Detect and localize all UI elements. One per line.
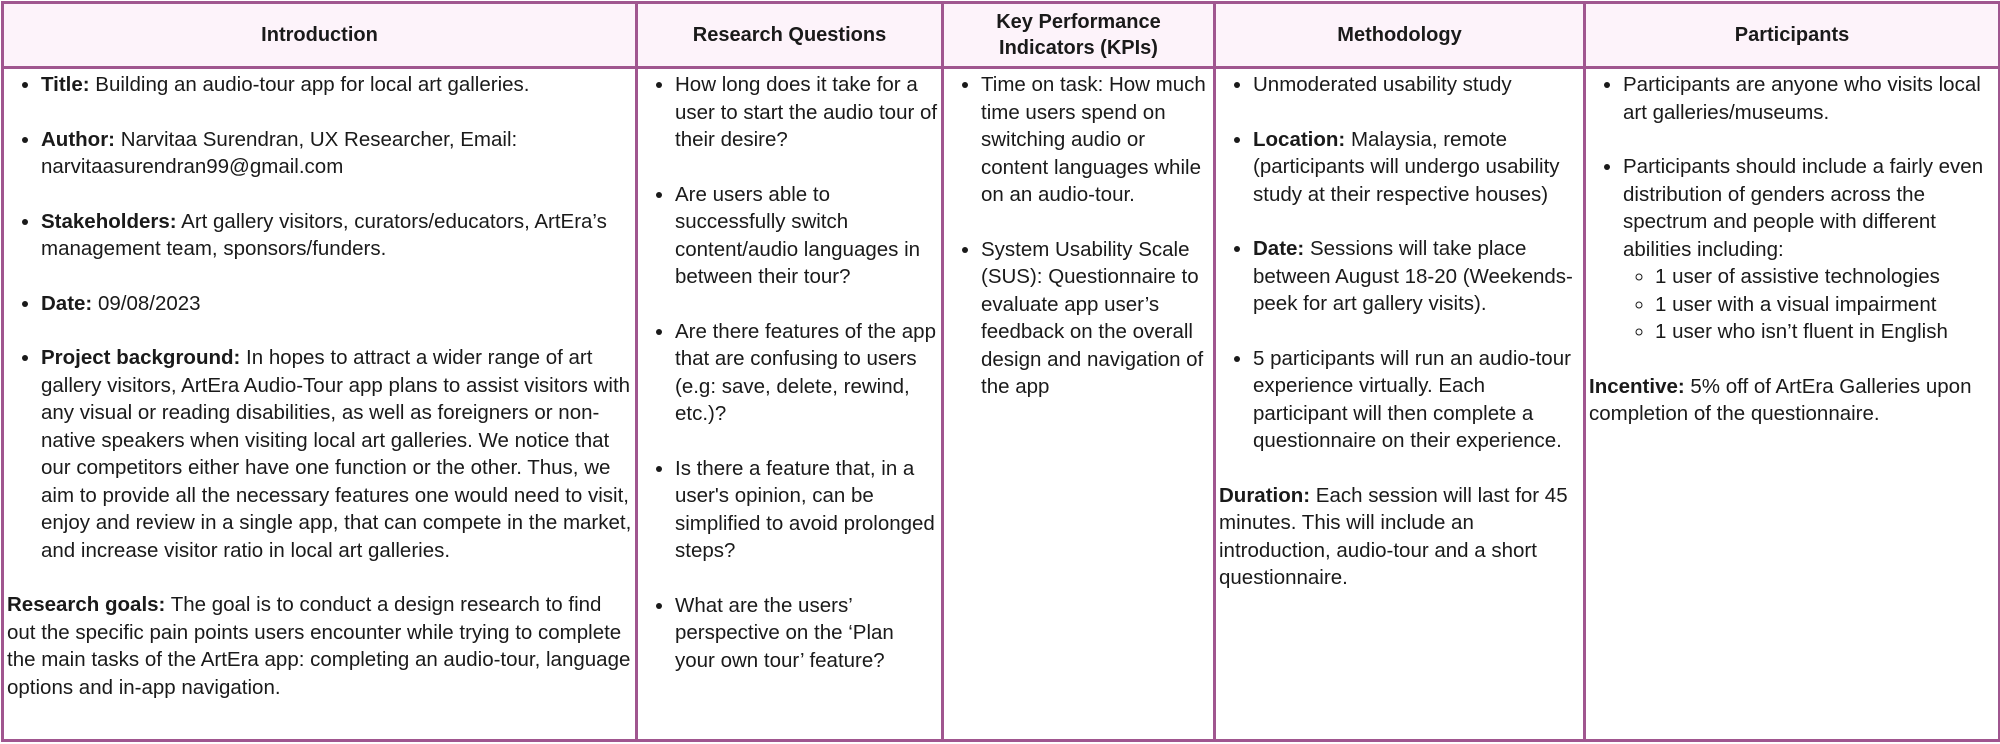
intro-stakeholders-item: [41, 208, 632, 263]
incentive-text: 5% off of ArtEra Galleries upon completion of the questionnaire.: [1589, 374, 1972, 425]
duration-label: Duration:: [1219, 483, 1311, 507]
participants-cell: [1585, 68, 2000, 741]
header-kpis: Key Performance Indicators (KPIs): [943, 3, 1215, 68]
item-text: 09/08/2023: [92, 291, 201, 315]
introduction-list: [7, 71, 632, 564]
item-label: Date:: [1253, 237, 1305, 260]
methodology-list: [1219, 71, 1580, 455]
intro-background-item: [41, 344, 632, 564]
kpi-item: • Time on task: How much time users spend on switching audio or content languages while on an audio-tour.: [981, 71, 1210, 209]
item-text: In hopes to attract a wider range of art gallery visitors, ArtEra Audio-Tour app plans to assist visitors with any visual or reading disabilities, as well as foreigners or non-native speakers when visiting local art galleries. We notice that our competitors either have one function or the other. Thus, we aim to provide all the necessary features one would need to visit, enjoy and review in a single app, that can compete in the market, and increase visitor ratio in local art galleries.: [41, 346, 632, 562]
participant-item: • Participants are anyone who visits local art galleries/museums.: [1623, 71, 1995, 126]
abilities-subitem: ◦ 1 user who isn’t fluent in English: [1655, 318, 1995, 346]
item-text: Malaysia, remote (participants will undergo usability study at their respective houses): [1253, 127, 1560, 206]
method-date-item: [1253, 235, 1580, 318]
item-text: Participants should include a fairly even distribution of genders across the spectrum and people with different abilities including:: [1623, 155, 1984, 261]
intro-author-item: [41, 126, 632, 181]
header-row: [3, 3, 2000, 68]
participants-list: [1589, 71, 1995, 346]
research-question-item: • Are there features of the app that are confusing to users (e.g: save, delete, rewind, etc.)?: [675, 318, 938, 428]
abilities-subitem: ◦ 1 user with a visual impairment: [1655, 291, 1995, 319]
research-questions-cell: [637, 68, 943, 741]
participants-incentive: [1589, 373, 1995, 428]
methodology-duration: [1219, 482, 1580, 592]
content-row: [3, 68, 2000, 741]
item-text: 5 participants will run an audio-tour experience virtually. Each participant will then complete a questionnaire on their experience.: [1253, 346, 1571, 452]
research-goals: [7, 591, 632, 701]
intro-title-item: [41, 71, 632, 99]
item-text: Art gallery visitors, curators/educators, ArtEra’s management team, sponsors/funders.: [41, 209, 607, 260]
header-research-questions: Research Questions: [637, 3, 943, 68]
intro-date-item: [41, 290, 632, 318]
method-participants-item: [1253, 345, 1580, 455]
header-methodology: Methodology: [1215, 3, 1585, 68]
abilities-subitem: ◦ 1 user of assistive technologies: [1655, 263, 1995, 291]
header-introduction: Introduction: [3, 3, 637, 68]
item-label: Location:: [1253, 127, 1346, 151]
item-label: Author:: [41, 127, 116, 151]
item-text: Sessions will take place between August 18-20 (Weekends-peek for art gallery visits).: [1253, 237, 1573, 315]
item-label: Project background:: [41, 346, 241, 369]
header-participants: Participants: [1585, 3, 2000, 68]
research-question-item: • Is there a feature that, in a user's opinion, can be simplified to avoid prolonged steps?: [675, 455, 938, 565]
method-study-type-item: [1253, 71, 1580, 99]
kpis-list: [947, 71, 1210, 401]
research-plan-table: [1, 1, 2000, 742]
research-question-item: • Are users able to successfully switch content/audio languages in between their tour?: [675, 181, 938, 291]
research-questions-list: [641, 71, 938, 674]
duration-text: Each session will last for 45 minutes. This will include an introduction, audio-tour and a short questionnaire.: [1219, 483, 1568, 589]
method-location-item: [1253, 126, 1580, 209]
incentive-label: Incentive:: [1589, 374, 1685, 398]
kpi-item: • System Usability Scale (SUS): Questionnaire to evaluate app user’s feedback on the overall design and navigation of the app: [981, 236, 1210, 401]
item-text: Unmoderated usability study: [1253, 73, 1512, 96]
methodology-cell: [1215, 68, 1585, 741]
participant-abilities-item: [1623, 153, 1995, 346]
abilities-sublist: [1623, 263, 1995, 346]
item-label: Stakeholders:: [41, 209, 177, 233]
goals-text: The goal is to conduct a design research to find out the specific pain points users encounter while trying to complete the main tasks of the ArtEra app: completing an audio-tour, language options and in-app navigation.: [7, 593, 631, 699]
item-label: Title:: [41, 73, 90, 96]
item-label: Date:: [41, 291, 93, 315]
introduction-cell: [3, 68, 637, 741]
item-text: Narvitaa Surendran, UX Researcher, Email: narvitaasurendran99@gmail.com: [41, 127, 518, 178]
research-question-item: • What are the users’ perspective on the ‘Plan your own tour’ feature?: [675, 592, 938, 675]
goals-label: Research goals:: [7, 593, 166, 616]
item-text: Building an audio-tour app for local art galleries.: [89, 73, 530, 96]
kpis-cell: [943, 68, 1215, 741]
research-question-item: • How long does it take for a user to start the audio tour of their desire?: [675, 71, 938, 154]
